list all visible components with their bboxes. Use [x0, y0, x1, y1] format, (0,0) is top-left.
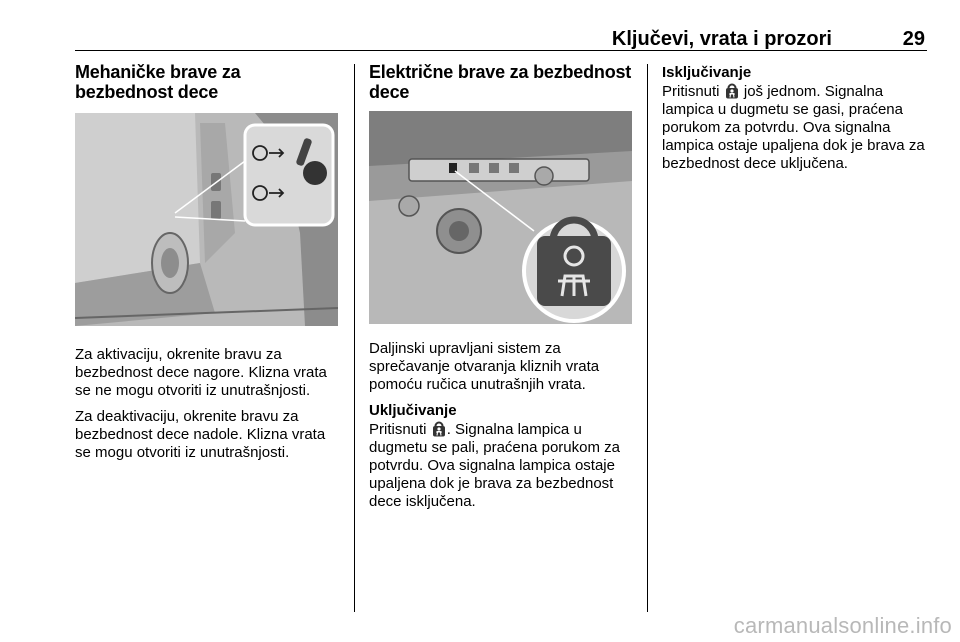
column-electric-locks [369, 62, 634, 511]
page-header [75, 22, 927, 52]
column-divider [354, 64, 355, 612]
subheading-enable: Uključivanje [369, 402, 457, 419]
column-mechanical-locks [75, 62, 340, 462]
header-title: Ključevi, vrata i prozori [611, 28, 832, 50]
van-sliding-door-illustration [75, 113, 338, 326]
paragraph-description: Daljinski upravljani sistem za sprečavanje otvaranja kliznih vrata pomoću ručica unutrašnjih vrata. [369, 340, 600, 393]
instruction-prefix: Pritisnuti [369, 421, 427, 438]
column-divider [647, 64, 648, 612]
paragraph-disable-instructions [662, 82, 927, 173]
child-lock-icon [432, 420, 446, 437]
column-disable [662, 62, 927, 173]
paragraph-enable-instructions [369, 420, 634, 511]
instruction-prefix: Pritisnuti [662, 83, 720, 100]
child-lock-icon [725, 82, 739, 99]
subheading-disable: Isključivanje [662, 64, 752, 81]
page-number: 29 [902, 28, 925, 50]
header-rule [75, 50, 927, 51]
watermark: carmanualsonline.info [733, 613, 952, 638]
instruction-text: . Signalna lampica u dugmetu se pali, praćena porukom za potvrdu. Ova signalna lampica ostaje upaljena dok je brava za bezbednost dece isključena. [369, 421, 620, 510]
section-heading: Električne brave za bezbednost dece [369, 62, 632, 102]
instruction-text: još jednom. Signalna lampica u dugmetu se gasi, praćena porukom za potvrdu. Ova signalna lampica ostaje upaljena dok je brava za bezbednost dece uključena. [662, 83, 925, 172]
paragraph-deactivation: Za deaktivaciju, okrenite bravu za bezbednost dece nadole. Klizna vrata se mogu otvoriti iz unutrašnjosti. [75, 408, 326, 461]
dashboard-child-lock-button-illustration [369, 111, 632, 324]
section-heading: Mehaničke brave za bezbednost dece [75, 62, 241, 102]
paragraph-activation: Za aktivaciju, okrenite bravu za bezbednost dece nagore. Klizna vrata se ne mogu otvoriti iz unutrašnjosti. [75, 346, 327, 399]
